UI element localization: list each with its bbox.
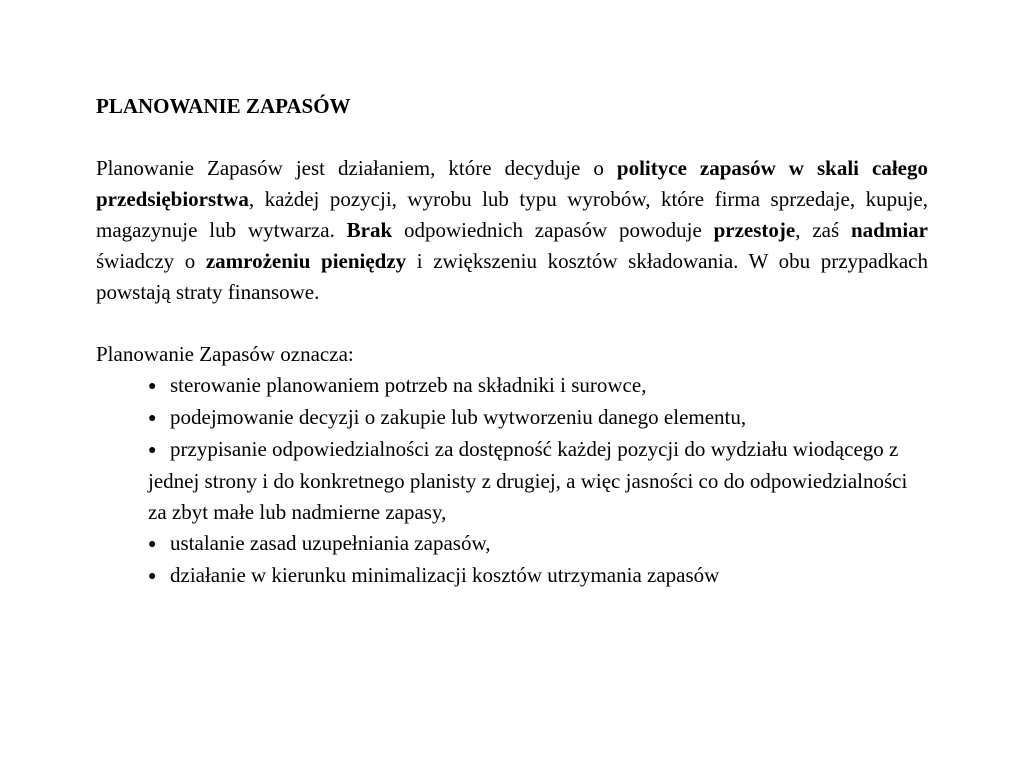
paragraph-text: odpowiednich zapasów powoduje (392, 218, 714, 242)
intro-paragraph (96, 153, 928, 308)
list-item (148, 560, 928, 592)
paragraph-text: , zaś (795, 218, 851, 242)
list-item (148, 402, 928, 434)
list-item-text: podejmowanie decyzji o zakupie lub wytworzeniu danego elementu, (170, 405, 747, 429)
paragraph-text: , każdej pozycji, wyrobu lub typu wyrobów, które firma sprzedaje, kupuje, magazynuje lub wytwarza. (96, 187, 928, 242)
list-item-text: przypisanie odpowiedzialności za dostępność każdej pozycji do wydziału wiodącego z jednej strony i do konkretnego planisty z drugiej, a więc jasności co do odpowiedzialności za zbyt małe lub nadmierne zapasy, (148, 437, 908, 524)
list-item (148, 528, 928, 560)
bullet-icon: ● (148, 443, 157, 458)
paragraph-text: świadczy o (96, 249, 206, 273)
page-title: PLANOWANIE ZAPASÓW (96, 94, 351, 118)
paragraph-text: Planowanie Zapasów jest działaniem, które decyduje o (96, 156, 617, 180)
paragraph-bold-text: przestoje (713, 218, 796, 242)
document-page (96, 91, 928, 592)
bullet-icon: ● (148, 537, 157, 552)
list-intro: Planowanie Zapasów oznacza: (96, 342, 354, 366)
list-item-text: działanie w kierunku minimalizacji kosztów utrzymania zapasów (170, 563, 720, 587)
list-item-text: ustalanie zasad uzupełniania zapasów, (170, 531, 491, 555)
list-item-text: sterowanie planowaniem potrzeb na składniki i surowce, (170, 373, 647, 397)
list-item (148, 370, 928, 402)
paragraph-bold-text: nadmiar (850, 218, 928, 242)
bullet-icon: ● (148, 569, 157, 584)
paragraph-bold-text: Brak (346, 218, 393, 242)
bullet-icon: ● (148, 379, 157, 394)
bullet-list (148, 370, 928, 592)
paragraph-text: i zwiększeniu kosztów składowania. W obu przypadkach powstają straty finansowe. (96, 249, 928, 304)
bullet-icon: ● (148, 411, 157, 426)
paragraph-bold-text: zamrożeniu pieniędzy (205, 249, 407, 273)
list-item (148, 434, 928, 528)
paragraph-bold-text: polityce zapasów w skali całego przedsiębiorstwa (96, 156, 928, 211)
